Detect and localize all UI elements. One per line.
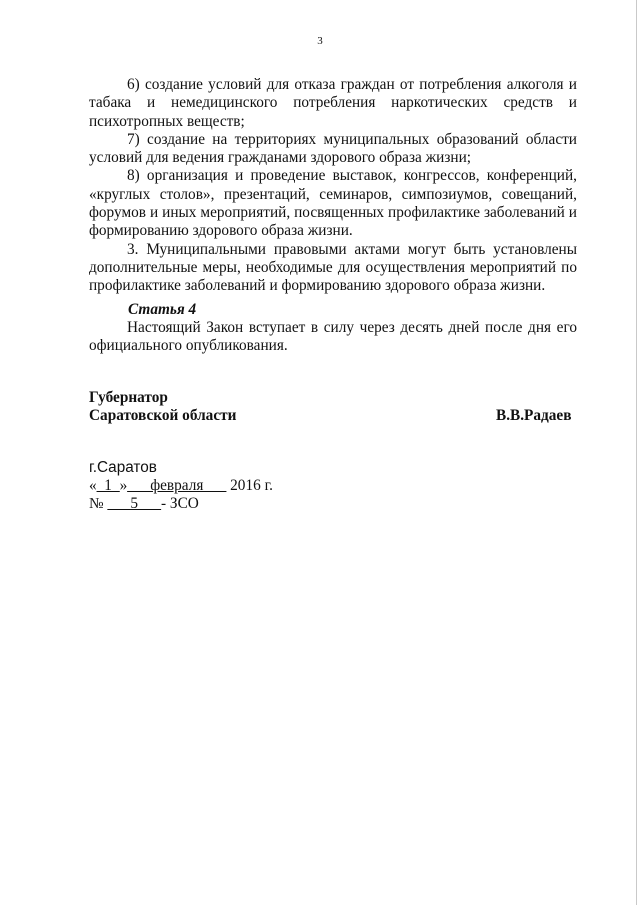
paragraph-item-6: 6) создание условий для отказа граждан от потребления алкоголя и табака и немедицинского потребления наркотических средств и психотропных веществ; <box>89 76 577 130</box>
date-close-quote: » <box>119 477 128 494</box>
law-number-line <box>89 495 199 513</box>
article-paragraph: Настоящий Закон вступает в силу через десять дней после дня его официального опубликования. <box>89 319 577 355</box>
signatory-role <box>89 389 236 425</box>
number-prefix: № <box>89 495 104 512</box>
date-month: ___февраля___ <box>127 477 227 494</box>
number-value: ___5___ <box>107 495 161 512</box>
signatory-role-line2: Саратовской области <box>89 407 237 424</box>
page-edge <box>636 0 637 905</box>
article-text <box>89 319 577 356</box>
date-day: _1_ <box>96 477 120 494</box>
date-line <box>89 477 273 495</box>
signatory-role-line1: Губернатор <box>89 389 168 406</box>
paragraph-item-8: 8) организация и проведение выставок, конгрессов, конференций, «круглых столов», презентаций, семинаров, симпозиумов, совещаний, форумов и иных мероприятий, посвященных профилактике заболеваний и формированию здорового образа жизни. <box>89 167 577 240</box>
paragraph-item-7: 7) создание на территориях муниципальных образований области условий для ведения гражданами здорового образа жизни; <box>89 130 577 167</box>
date-open-quote: « <box>89 477 97 494</box>
article-title: Статья 4 <box>128 301 197 318</box>
page-number: 3 <box>317 35 323 47</box>
signatory-name: В.В.Радаев <box>496 407 572 424</box>
date-year: 2016 г. <box>230 477 273 494</box>
paragraph-part-3: 3. Муниципальными правовыми актами могут быть установлены дополнительные меры, необходимые для осуществления мероприятий по профилактике заболеваний и формированию здорового образа жизни. <box>89 240 577 295</box>
number-suffix: - ЗСО <box>160 495 199 512</box>
law-body <box>89 76 577 296</box>
place-of-signing: г.Саратов <box>89 459 157 476</box>
